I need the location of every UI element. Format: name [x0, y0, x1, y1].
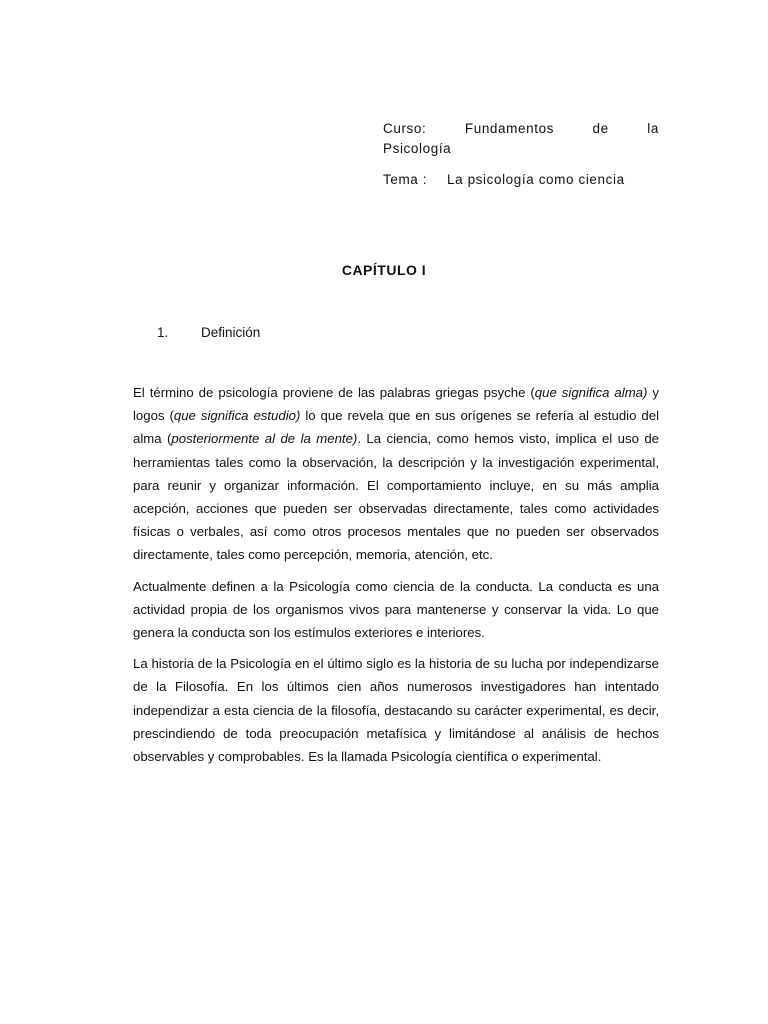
chapter-title: CAPÍTULO I: [341, 262, 427, 278]
course-info: [383, 119, 659, 190]
course-label: Curso:: [383, 121, 427, 136]
paragraph-1: [133, 381, 659, 567]
paragraph-3: La historia de la Psicología en el último siglo es la historia de su lucha por independizarse de la Filosofía. En los últimos cien años numerosos investigadores han intentado independizar a esta ciencia de la filosofía, destacando su carácter experimental, es decir, prescindiendo de toda preocupación metafísica y limitándose al análisis de hechos observables y comprobables. Es la llamada Psicología científica o experimental.: [133, 656, 659, 765]
body-text: [133, 381, 659, 776]
paragraph-1-italic-3: posteriormente al de la mente): [171, 431, 358, 447]
theme-value: La psicología como ciencia: [447, 172, 625, 187]
paragraph-1-italic-1: que significa alma): [534, 385, 648, 400]
section-heading: [157, 325, 260, 340]
paragraph-1-text-1: El término de psicología proviene de las palabras griegas psyche (: [133, 385, 535, 400]
course-word-1: Fundamentos: [464, 121, 555, 136]
course-line: [383, 119, 659, 139]
paragraph-1-italic-2: que significa estudio): [173, 408, 301, 424]
section-number: 1.: [157, 325, 169, 340]
paragraph-1-text-3: lo que revela que en sus orígenes se refería al estudio del alma (: [133, 408, 659, 447]
theme-label: Tema :: [383, 172, 428, 187]
theme-line: [383, 170, 659, 190]
paragraph-1-text-2: y logos (: [133, 385, 659, 424]
paragraph-1-text-4: . La ciencia, como hemos visto, implica el uso de herramientas tales como la observación, la descripción y la investigación experimental, para reunir y organizar información. El comportamiento incluye, en su más amplia acepción, acciones que pueden ser observadas directamente, tales como actividades físicas o verbales, así como otros procesos mentales que no pueden ser observados directamente, tales como percepción, memoria, atención, etc.: [133, 431, 660, 563]
course-word-2: de: [592, 121, 609, 136]
paragraph-2: Actualmente definen a la Psicología como ciencia de la conducta. La conducta es una actividad propia de los organismos vivos para mantenerse y conservar la vida. Lo que genera la conducta son los estímulos exteriores e interiores.: [133, 578, 659, 641]
course-word-3: la: [647, 121, 659, 136]
section-title: Definición: [201, 325, 261, 340]
course-word-4: Psicología: [383, 141, 452, 156]
